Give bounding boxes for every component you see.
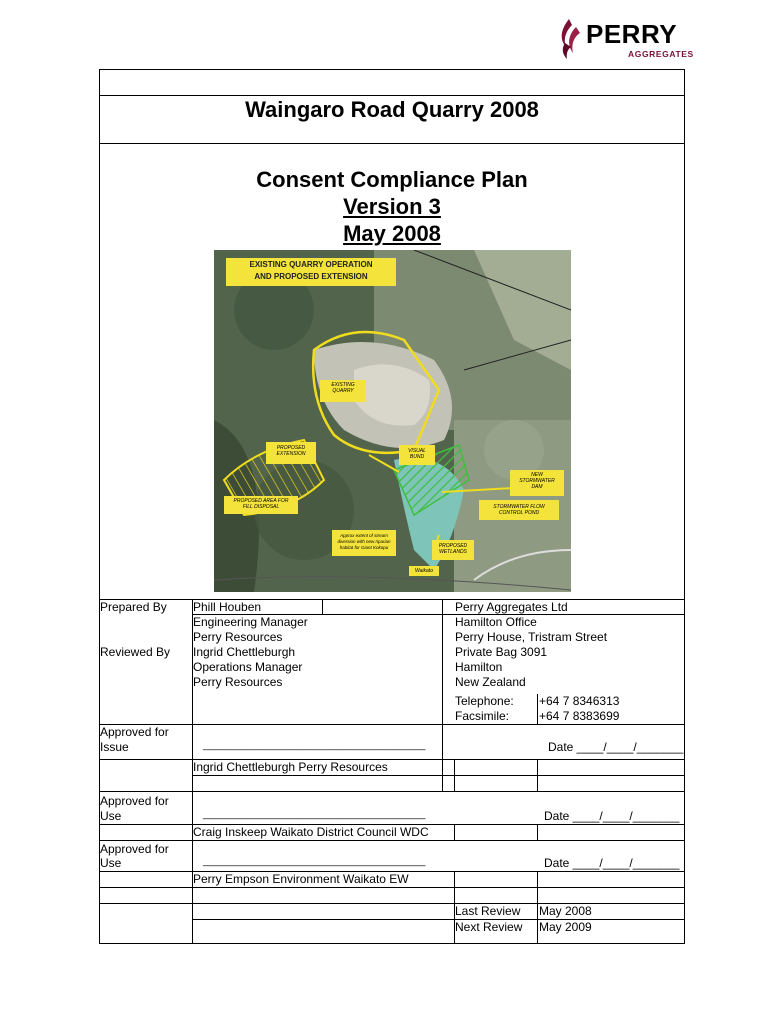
plan-title: Consent Compliance Plan	[256, 167, 528, 192]
signature-line[interactable]: ________________________________________	[203, 809, 426, 820]
divider	[99, 840, 685, 841]
approval-label: Use	[100, 809, 122, 823]
reviewer-org: Perry Resources	[193, 675, 283, 689]
column-line	[537, 903, 538, 943]
column-line	[442, 599, 443, 759]
date-field[interactable]: Date ____/____/_______	[544, 856, 680, 870]
column-line	[537, 694, 538, 725]
address-line: New Zealand	[455, 675, 526, 689]
divider	[99, 599, 685, 600]
label-proposed-wetlands: PROPOSED WETLANDS	[438, 543, 468, 555]
prepared-by-label: Prepared By	[100, 600, 167, 614]
signature-line[interactable]: ________________________________________	[203, 856, 426, 867]
date-label: May 2008	[343, 221, 441, 246]
telephone-value: +64 7 8346313	[539, 694, 620, 708]
address-line: Perry House, Tristram Street	[455, 630, 608, 644]
telephone-label: Telephone:	[455, 694, 514, 708]
column-line	[442, 759, 443, 791]
divider	[99, 143, 685, 144]
aerial-map-image	[214, 250, 571, 592]
divider	[99, 903, 685, 904]
next-review-label: Next Review	[455, 920, 523, 934]
divider	[99, 887, 685, 888]
reviewed-by-label: Reviewed By	[100, 645, 171, 659]
next-review-date: May 2009	[539, 920, 592, 934]
divider	[192, 919, 685, 920]
facsimile-label: Facsimile:	[455, 709, 510, 723]
version-label: Version 3	[343, 194, 441, 219]
label-existing-quarry: EXISTING QUARRY	[331, 382, 355, 394]
divider	[99, 759, 685, 760]
approval-label: Approved for	[100, 725, 169, 739]
column-line	[537, 759, 538, 791]
reviewer-name: Ingrid Chettleburgh	[193, 645, 296, 659]
address-line: Private Bag 3091	[455, 645, 548, 659]
label-stormwater-control-pond: STORMWATER FLOW CONTROL POND	[493, 504, 545, 516]
preparer-org: Perry Resources	[193, 630, 283, 644]
last-review-label: Last Review	[455, 904, 521, 918]
last-review-date: May 2008	[539, 904, 592, 918]
logo-subtitle: AGGREGATES	[628, 49, 694, 59]
column-line	[537, 824, 538, 840]
date-field[interactable]: Date ____/____/_______	[548, 740, 684, 754]
label-new-stormwater-dam: NEW STORMWATER DAM	[519, 472, 555, 490]
address-line: Perry Aggregates Ltd	[455, 600, 568, 614]
column-line	[322, 599, 323, 615]
column-line	[454, 824, 455, 840]
approver-name: Perry Empson Environment Waikato EW	[193, 872, 409, 886]
label-proposed-fill-area: PROPOSED AREA FOR FILL DISPOSAL	[233, 498, 289, 510]
approval-label: Approved for	[100, 794, 169, 808]
document-title: Waingaro Road Quarry 2008	[245, 97, 539, 122]
approver-name: Craig Inskeep Waikato District Council WDC	[193, 825, 429, 839]
address-line: Hamilton Office	[455, 615, 537, 629]
label-road: Waikato	[415, 568, 433, 574]
divider	[99, 724, 685, 725]
label-visual-bund: VISUAL BUND	[408, 448, 426, 460]
label-proposed-extension: PROPOSED EXTENSION	[276, 445, 306, 457]
divider	[99, 95, 685, 96]
column-line	[454, 759, 455, 791]
reviewer-role: Operations Manager	[193, 660, 303, 674]
approver-name: Ingrid Chettleburgh Perry Resources	[193, 760, 388, 774]
approval-label: Use	[100, 856, 122, 870]
perry-flame-logo-icon	[557, 19, 583, 59]
signature-line[interactable]: ________________________________________	[203, 740, 426, 751]
preparer-role: Engineering Manager	[193, 615, 308, 629]
map-heading: EXISTING QUARRY OPERATION AND PROPOSED EXTENSION	[249, 260, 373, 281]
address-line: Hamilton	[455, 660, 503, 674]
logo-name: PERRY	[586, 19, 678, 49]
column-line	[454, 871, 455, 903]
approval-label: Issue	[100, 740, 129, 754]
divider	[99, 791, 685, 792]
approval-label: Approved for	[100, 842, 169, 856]
divider	[192, 775, 685, 776]
preparer-name: Phill Houben	[193, 600, 262, 614]
facsimile-value: +64 7 8383699	[539, 709, 620, 723]
label-stream-note: Approx extent of stream diversion with new riparian habitat for Giant Kokopu	[337, 533, 391, 550]
date-field[interactable]: Date ____/____/_______	[544, 809, 680, 823]
column-line	[537, 871, 538, 903]
